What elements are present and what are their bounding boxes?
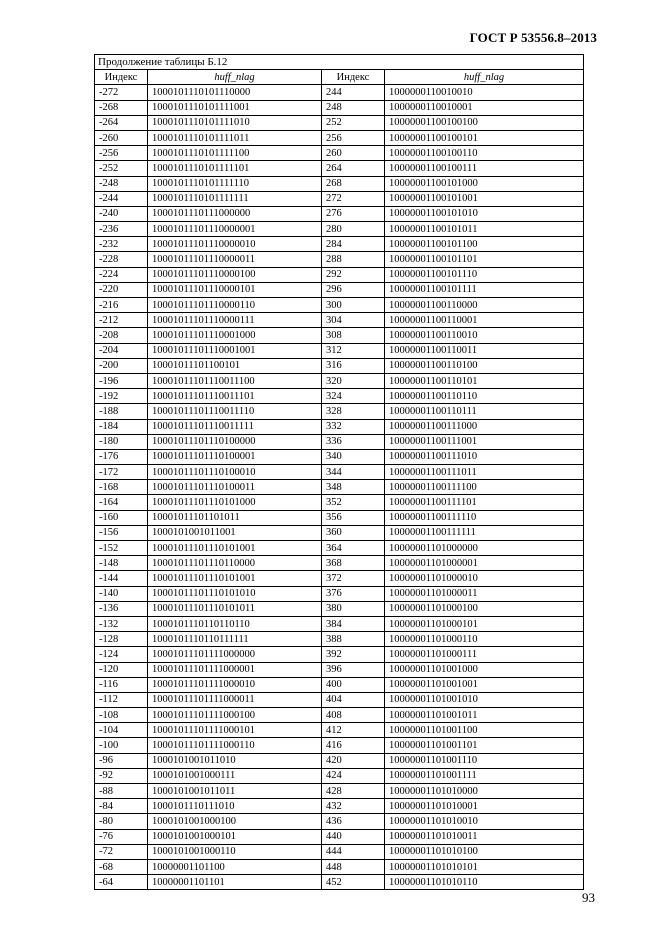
index-right-cell: 348 bbox=[322, 480, 385, 495]
huff-nlag-right-cell: 10000001101000110 bbox=[385, 632, 584, 647]
huff-nlag-right-cell: 10000001100101100 bbox=[385, 237, 584, 252]
huff-nlag-left-cell: 10001011101110000001 bbox=[148, 222, 322, 237]
index-left-cell: -176 bbox=[95, 449, 148, 464]
huff-nlag-right-cell: 10000001100100101 bbox=[385, 130, 584, 145]
index-left-cell: -88 bbox=[95, 784, 148, 799]
index-right-cell: 272 bbox=[322, 191, 385, 206]
index-right-cell: 372 bbox=[322, 571, 385, 586]
index-right-cell: 332 bbox=[322, 419, 385, 434]
table-row bbox=[95, 586, 584, 601]
huff-nlag-left-cell: 1000101110101111111 bbox=[148, 191, 322, 206]
index-right-cell: 360 bbox=[322, 525, 385, 540]
table-caption-row bbox=[95, 55, 584, 70]
index-right-cell: 320 bbox=[322, 373, 385, 388]
index-right-cell: 404 bbox=[322, 692, 385, 707]
index-right-cell: 392 bbox=[322, 647, 385, 662]
huff-nlag-right-cell: 10000001100111101 bbox=[385, 495, 584, 510]
table-row bbox=[95, 222, 584, 237]
table-row bbox=[95, 510, 584, 525]
huff-nlag-left-cell: 1000101001011001 bbox=[148, 525, 322, 540]
table-row bbox=[95, 267, 584, 282]
index-left-cell: -160 bbox=[95, 510, 148, 525]
index-left-cell: -212 bbox=[95, 313, 148, 328]
huff-nlag-right-cell: 10000001100111001 bbox=[385, 434, 584, 449]
index-right-cell: 268 bbox=[322, 176, 385, 191]
table-row bbox=[95, 358, 584, 373]
index-right-cell: 288 bbox=[322, 252, 385, 267]
table-row bbox=[95, 814, 584, 829]
index-right-cell: 244 bbox=[322, 85, 385, 100]
index-left-cell: -64 bbox=[95, 875, 148, 890]
index-right-cell: 260 bbox=[322, 146, 385, 161]
index-right-cell: 432 bbox=[322, 799, 385, 814]
huff-nlag-right-cell: 1000000110010010 bbox=[385, 85, 584, 100]
table-row bbox=[95, 389, 584, 404]
table-row bbox=[95, 829, 584, 844]
table-row bbox=[95, 571, 584, 586]
table-row bbox=[95, 768, 584, 783]
table-row bbox=[95, 449, 584, 464]
huff-nlag-left-cell: 1000101110101110000 bbox=[148, 85, 322, 100]
index-right-cell: 296 bbox=[322, 282, 385, 297]
table-row bbox=[95, 115, 584, 130]
table-row bbox=[95, 844, 584, 859]
huff-nlag-right-cell: 10000001101010010 bbox=[385, 814, 584, 829]
huff-nlag-right-cell: 10000001101000010 bbox=[385, 571, 584, 586]
index-right-cell: 452 bbox=[322, 875, 385, 890]
column-header-index-right: Индекс bbox=[322, 70, 385, 85]
table-row bbox=[95, 647, 584, 662]
huff-nlag-right-cell: 10000001100100110 bbox=[385, 146, 584, 161]
huff-nlag-left-cell: 10001011101110101001 bbox=[148, 571, 322, 586]
index-left-cell: -148 bbox=[95, 556, 148, 571]
table-body bbox=[95, 85, 584, 890]
huff-nlag-left-cell: 10001011101100101 bbox=[148, 358, 322, 373]
index-right-cell: 312 bbox=[322, 343, 385, 358]
index-right-cell: 328 bbox=[322, 404, 385, 419]
table-row bbox=[95, 692, 584, 707]
index-left-cell: -92 bbox=[95, 768, 148, 783]
huff-nlag-right-cell: 10000001100110110 bbox=[385, 389, 584, 404]
huff-nlag-right-cell: 10000001101001110 bbox=[385, 753, 584, 768]
huff-nlag-right-cell: 10000001100101001 bbox=[385, 191, 584, 206]
huff-nlag-left-cell: 1000101001000100 bbox=[148, 814, 322, 829]
index-right-cell: 428 bbox=[322, 784, 385, 799]
table-row bbox=[95, 753, 584, 768]
huff-nlag-right-cell: 10000001101010001 bbox=[385, 799, 584, 814]
index-left-cell: -208 bbox=[95, 328, 148, 343]
index-right-cell: 292 bbox=[322, 267, 385, 282]
huff-nlag-left-cell: 1000101110101111011 bbox=[148, 130, 322, 145]
huff-nlag-right-cell: 10000001101000001 bbox=[385, 556, 584, 571]
page-number: 93 bbox=[582, 890, 595, 905]
index-left-cell: -244 bbox=[95, 191, 148, 206]
table-row bbox=[95, 465, 584, 480]
index-right-cell: 284 bbox=[322, 237, 385, 252]
index-left-cell: -164 bbox=[95, 495, 148, 510]
huff-nlag-right-cell: 10000001100110010 bbox=[385, 328, 584, 343]
table-row bbox=[95, 799, 584, 814]
huff-nlag-left-cell: 10001011101110011111 bbox=[148, 419, 322, 434]
table-row bbox=[95, 419, 584, 434]
table-caption: Продолжение таблицы Б.12 bbox=[95, 55, 584, 70]
table-row bbox=[95, 662, 584, 677]
index-right-cell: 384 bbox=[322, 616, 385, 631]
huff-nlag-left-cell: 10001011101111000110 bbox=[148, 738, 322, 753]
huff-nlag-right-cell: 10000001100101101 bbox=[385, 252, 584, 267]
index-left-cell: -216 bbox=[95, 298, 148, 313]
index-right-cell: 264 bbox=[322, 161, 385, 176]
index-right-cell: 368 bbox=[322, 556, 385, 571]
huff-nlag-right-cell: 10000001101010100 bbox=[385, 844, 584, 859]
huff-nlag-right-cell: 10000001100101000 bbox=[385, 176, 584, 191]
huff-nlag-left-cell: 10001011101111000011 bbox=[148, 692, 322, 707]
table-row bbox=[95, 859, 584, 874]
index-left-cell: -248 bbox=[95, 176, 148, 191]
index-right-cell: 440 bbox=[322, 829, 385, 844]
index-right-cell: 376 bbox=[322, 586, 385, 601]
index-right-cell: 408 bbox=[322, 708, 385, 723]
huff-nlag-left-cell: 10001011101110101010 bbox=[148, 586, 322, 601]
index-left-cell: -236 bbox=[95, 222, 148, 237]
table-row bbox=[95, 343, 584, 358]
index-left-cell: -192 bbox=[95, 389, 148, 404]
index-left-cell: -224 bbox=[95, 267, 148, 282]
huff-nlag-right-cell: 10000001100111000 bbox=[385, 419, 584, 434]
huff-nlag-left-cell: 10001011101110000111 bbox=[148, 313, 322, 328]
index-left-cell: -240 bbox=[95, 206, 148, 221]
huff-nlag-left-cell: 10000001101100 bbox=[148, 859, 322, 874]
huff-nlag-left-cell: 1000101001000110 bbox=[148, 844, 322, 859]
huff-nlag-right-cell: 10000001101000011 bbox=[385, 586, 584, 601]
huff-nlag-right-cell: 10000001101001011 bbox=[385, 708, 584, 723]
index-right-cell: 276 bbox=[322, 206, 385, 221]
index-right-cell: 380 bbox=[322, 601, 385, 616]
table-row bbox=[95, 252, 584, 267]
huff-nlag-left-cell: 10001011101110101000 bbox=[148, 495, 322, 510]
table-row bbox=[95, 176, 584, 191]
index-left-cell: -128 bbox=[95, 632, 148, 647]
huff-nlag-left-cell: 10001011101111000000 bbox=[148, 647, 322, 662]
index-right-cell: 344 bbox=[322, 465, 385, 480]
huff-nlag-left-cell: 1000101110101111010 bbox=[148, 115, 322, 130]
index-left-cell: -80 bbox=[95, 814, 148, 829]
huff-nlag-left-cell: 10001011101110100010 bbox=[148, 465, 322, 480]
index-left-cell: -124 bbox=[95, 647, 148, 662]
index-left-cell: -196 bbox=[95, 373, 148, 388]
index-right-cell: 448 bbox=[322, 859, 385, 874]
table-row bbox=[95, 328, 584, 343]
table-row bbox=[95, 677, 584, 692]
huff-nlag-left-cell: 10001011101110000110 bbox=[148, 298, 322, 313]
huff-nlag-left-cell: 10001011101110011101 bbox=[148, 389, 322, 404]
huff-nlag-left-cell: 1000101001011011 bbox=[148, 784, 322, 799]
table-row bbox=[95, 130, 584, 145]
index-left-cell: -116 bbox=[95, 677, 148, 692]
index-left-cell: -112 bbox=[95, 692, 148, 707]
huff-nlag-right-cell: 10000001101010101 bbox=[385, 859, 584, 874]
huff-nlag-right-cell: 10000001101001100 bbox=[385, 723, 584, 738]
table-row bbox=[95, 161, 584, 176]
huff-nlag-left-cell: 10001011101111000001 bbox=[148, 662, 322, 677]
index-left-cell: -228 bbox=[95, 252, 148, 267]
index-left-cell: -188 bbox=[95, 404, 148, 419]
index-right-cell: 256 bbox=[322, 130, 385, 145]
huff-nlag-left-cell: 1000101110101111100 bbox=[148, 146, 322, 161]
index-left-cell: -136 bbox=[95, 601, 148, 616]
huff-nlag-right-cell: 10000001101001111 bbox=[385, 768, 584, 783]
index-left-cell: -156 bbox=[95, 525, 148, 540]
table-row bbox=[95, 298, 584, 313]
table-row bbox=[95, 85, 584, 100]
huff-nlag-right-cell: 10000001101000101 bbox=[385, 616, 584, 631]
huff-nlag-left-cell: 10001011101111000101 bbox=[148, 723, 322, 738]
huff-nlag-left-cell: 10001011101110110000 bbox=[148, 556, 322, 571]
column-header-huff-nlag-left: huff_nlag bbox=[148, 70, 322, 85]
table-row bbox=[95, 875, 584, 890]
huff-nlag-right-cell: 10000001100100111 bbox=[385, 161, 584, 176]
huff-nlag-left-cell: 10001011101110011100 bbox=[148, 373, 322, 388]
huff-nlag-left-cell: 10001011101110000100 bbox=[148, 267, 322, 282]
huff-nlag-right-cell: 10000001100101010 bbox=[385, 206, 584, 221]
index-left-cell: -264 bbox=[95, 115, 148, 130]
huff-nlag-right-cell: 10000001101001010 bbox=[385, 692, 584, 707]
huff-nlag-left-cell: 1000101110111000000 bbox=[148, 206, 322, 221]
huff-nlag-left-cell: 10001011101110011110 bbox=[148, 404, 322, 419]
index-left-cell: -120 bbox=[95, 662, 148, 677]
index-right-cell: 444 bbox=[322, 844, 385, 859]
huff-nlag-left-cell: 10001011101110100001 bbox=[148, 449, 322, 464]
huff-nlag-right-cell: 10000001100110111 bbox=[385, 404, 584, 419]
index-right-cell: 336 bbox=[322, 434, 385, 449]
index-right-cell: 248 bbox=[322, 100, 385, 115]
index-right-cell: 412 bbox=[322, 723, 385, 738]
table-row bbox=[95, 480, 584, 495]
huff-nlag-left-cell: 10001011101110000011 bbox=[148, 252, 322, 267]
huff-nlag-right-cell: 10000001101000111 bbox=[385, 647, 584, 662]
index-left-cell: -100 bbox=[95, 738, 148, 753]
table-row bbox=[95, 373, 584, 388]
huff-nlag-right-cell: 10000001100110011 bbox=[385, 343, 584, 358]
huff-nlag-right-cell: 10000001101000100 bbox=[385, 601, 584, 616]
huff-nlag-right-cell: 10000001101001000 bbox=[385, 662, 584, 677]
huff-nlag-right-cell: 10000001100110101 bbox=[385, 373, 584, 388]
huff-nlag-left-cell: 1000101110101111001 bbox=[148, 100, 322, 115]
huff-nlag-left-cell: 1000101110110110110 bbox=[148, 616, 322, 631]
column-header-index-left: Индекс bbox=[95, 70, 148, 85]
huff-nlag-left-cell: 10001011101101011 bbox=[148, 510, 322, 525]
index-left-cell: -96 bbox=[95, 753, 148, 768]
table-header-row bbox=[95, 70, 584, 85]
huff-nlag-right-cell: 10000001101001101 bbox=[385, 738, 584, 753]
index-right-cell: 308 bbox=[322, 328, 385, 343]
huff-nlag-left-cell: 10001011101110100000 bbox=[148, 434, 322, 449]
huff-nlag-right-cell: 10000001100100100 bbox=[385, 115, 584, 130]
index-right-cell: 252 bbox=[322, 115, 385, 130]
table-row bbox=[95, 495, 584, 510]
index-left-cell: -232 bbox=[95, 237, 148, 252]
index-left-cell: -260 bbox=[95, 130, 148, 145]
index-right-cell: 300 bbox=[322, 298, 385, 313]
huff-nlag-left-cell: 10000001101101 bbox=[148, 875, 322, 890]
index-left-cell: -256 bbox=[95, 146, 148, 161]
huff-nlag-right-cell: 10000001101000000 bbox=[385, 541, 584, 556]
table-row bbox=[95, 784, 584, 799]
table-row bbox=[95, 146, 584, 161]
index-left-cell: -84 bbox=[95, 799, 148, 814]
index-left-cell: -140 bbox=[95, 586, 148, 601]
index-left-cell: -220 bbox=[95, 282, 148, 297]
index-right-cell: 280 bbox=[322, 222, 385, 237]
table-row bbox=[95, 404, 584, 419]
index-right-cell: 304 bbox=[322, 313, 385, 328]
huff-nlag-right-cell: 10000001100110100 bbox=[385, 358, 584, 373]
index-right-cell: 324 bbox=[322, 389, 385, 404]
index-left-cell: -252 bbox=[95, 161, 148, 176]
index-left-cell: -104 bbox=[95, 723, 148, 738]
huff-nlag-left-cell: 10001011101110000101 bbox=[148, 282, 322, 297]
table-row bbox=[95, 237, 584, 252]
table-row bbox=[95, 313, 584, 328]
index-left-cell: -168 bbox=[95, 480, 148, 495]
index-right-cell: 364 bbox=[322, 541, 385, 556]
index-right-cell: 396 bbox=[322, 662, 385, 677]
table-row bbox=[95, 723, 584, 738]
huff-nlag-left-cell: 10001011101110000010 bbox=[148, 237, 322, 252]
huff-nlag-right-cell: 10000001100101110 bbox=[385, 267, 584, 282]
huff-nlag-right-cell: 10000001101010011 bbox=[385, 829, 584, 844]
huff-nlag-table bbox=[94, 54, 584, 890]
huff-nlag-right-cell: 10000001101010000 bbox=[385, 784, 584, 799]
huff-nlag-left-cell: 10001011101110001001 bbox=[148, 343, 322, 358]
table-row bbox=[95, 616, 584, 631]
huff-nlag-right-cell: 10000001100111011 bbox=[385, 465, 584, 480]
index-left-cell: -72 bbox=[95, 844, 148, 859]
index-left-cell: -268 bbox=[95, 100, 148, 115]
table-row bbox=[95, 708, 584, 723]
huff-nlag-right-cell: 10000001100101011 bbox=[385, 222, 584, 237]
table-row bbox=[95, 541, 584, 556]
table-row bbox=[95, 632, 584, 647]
table-row bbox=[95, 100, 584, 115]
index-left-cell: -180 bbox=[95, 434, 148, 449]
index-left-cell: -76 bbox=[95, 829, 148, 844]
index-right-cell: 316 bbox=[322, 358, 385, 373]
index-right-cell: 420 bbox=[322, 753, 385, 768]
index-left-cell: -132 bbox=[95, 616, 148, 631]
huff-nlag-left-cell: 10001011101110101011 bbox=[148, 601, 322, 616]
index-left-cell: -204 bbox=[95, 343, 148, 358]
huff-nlag-left-cell: 1000101001000101 bbox=[148, 829, 322, 844]
huff-nlag-left-cell: 10001011101111000100 bbox=[148, 708, 322, 723]
huff-nlag-right-cell: 10000001100111100 bbox=[385, 480, 584, 495]
table-row bbox=[95, 191, 584, 206]
huff-nlag-right-cell: 1000000110010001 bbox=[385, 100, 584, 115]
huff-nlag-right-cell: 10000001101001001 bbox=[385, 677, 584, 692]
index-right-cell: 416 bbox=[322, 738, 385, 753]
huff-nlag-left-cell: 1000101001000111 bbox=[148, 768, 322, 783]
table-row bbox=[95, 738, 584, 753]
column-header-huff-nlag-right: huff_nlag bbox=[385, 70, 584, 85]
index-left-cell: -68 bbox=[95, 859, 148, 874]
index-left-cell: -172 bbox=[95, 465, 148, 480]
huff-nlag-left-cell: 1000101110101111110 bbox=[148, 176, 322, 191]
document-code-header: ГОСТ Р 53556.8–2013 bbox=[469, 30, 597, 45]
index-left-cell: -200 bbox=[95, 358, 148, 373]
index-left-cell: -144 bbox=[95, 571, 148, 586]
huff-nlag-right-cell: 10000001100101111 bbox=[385, 282, 584, 297]
huff-nlag-left-cell: 10001011101110001000 bbox=[148, 328, 322, 343]
table-row bbox=[95, 525, 584, 540]
huff-nlag-right-cell: 10000001101010110 bbox=[385, 875, 584, 890]
huff-nlag-left-cell: 1000101110110111111 bbox=[148, 632, 322, 647]
huff-nlag-left-cell: 1000101110111010 bbox=[148, 799, 322, 814]
index-right-cell: 436 bbox=[322, 814, 385, 829]
huff-nlag-left-cell: 10001011101110100011 bbox=[148, 480, 322, 495]
table-row bbox=[95, 282, 584, 297]
huff-nlag-right-cell: 10000001100111111 bbox=[385, 525, 584, 540]
table-row bbox=[95, 601, 584, 616]
index-right-cell: 424 bbox=[322, 768, 385, 783]
index-right-cell: 340 bbox=[322, 449, 385, 464]
huff-nlag-left-cell: 10001011101110101001 bbox=[148, 541, 322, 556]
huff-nlag-right-cell: 10000001100111110 bbox=[385, 510, 584, 525]
index-right-cell: 388 bbox=[322, 632, 385, 647]
table-row bbox=[95, 556, 584, 571]
index-left-cell: -108 bbox=[95, 708, 148, 723]
huff-nlag-right-cell: 10000001100111010 bbox=[385, 449, 584, 464]
index-left-cell: -152 bbox=[95, 541, 148, 556]
index-right-cell: 356 bbox=[322, 510, 385, 525]
huff-nlag-left-cell: 1000101001011010 bbox=[148, 753, 322, 768]
index-left-cell: -184 bbox=[95, 419, 148, 434]
table-row bbox=[95, 434, 584, 449]
huff-nlag-right-cell: 10000001100110000 bbox=[385, 298, 584, 313]
index-left-cell: -272 bbox=[95, 85, 148, 100]
huff-nlag-left-cell: 1000101110101111101 bbox=[148, 161, 322, 176]
index-right-cell: 400 bbox=[322, 677, 385, 692]
huff-nlag-left-cell: 10001011101111000010 bbox=[148, 677, 322, 692]
index-right-cell: 352 bbox=[322, 495, 385, 510]
huff-nlag-right-cell: 10000001100110001 bbox=[385, 313, 584, 328]
table-row bbox=[95, 206, 584, 221]
